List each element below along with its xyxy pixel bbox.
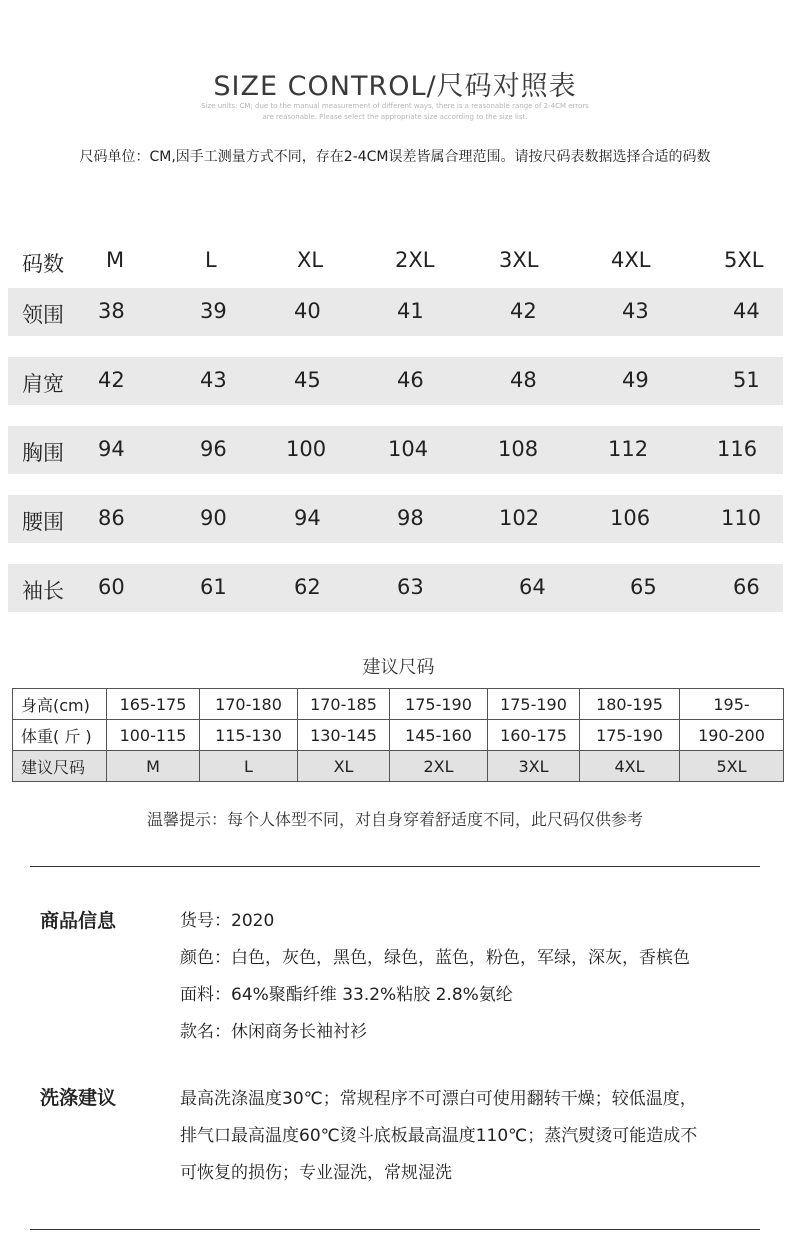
- size-cell: 49: [622, 368, 649, 392]
- size-cell: 45: [294, 368, 321, 392]
- size-cell: 44: [733, 299, 760, 323]
- product-info-line: 货号：2020: [180, 911, 275, 931]
- table-cell: 115-130: [200, 720, 298, 751]
- size-cell: 43: [200, 368, 227, 392]
- table-cell: 145-160: [390, 720, 488, 751]
- size-cell: 43: [622, 299, 649, 323]
- subtitle-line: Size units: CM; due to the manual measurement of different ways, there is a reasonable range of 2-4CM errors: [201, 102, 589, 110]
- table-cell: 2XL: [390, 751, 488, 782]
- size-cell: 62: [294, 575, 321, 599]
- size-cell: 41: [397, 299, 424, 323]
- size-tip: 温馨提示：每个人体型不同，对自身穿着舒适度不同，此尺码仅供参考: [146, 810, 643, 829]
- product-info-line: 款名：休闲商务长袖衬衫: [180, 1022, 367, 1042]
- size-cell: 86: [98, 506, 125, 530]
- size-cell: 65: [630, 575, 657, 599]
- size-cell: 46: [397, 368, 424, 392]
- table-row-label: 建议尺码: [13, 751, 107, 782]
- size-row-label: 腰围: [22, 510, 64, 534]
- table-cell: 4XL: [580, 751, 680, 782]
- size-cell: 60: [98, 575, 125, 599]
- size-row-shoulder: [8, 357, 783, 405]
- size-header-cell: L: [205, 248, 217, 272]
- size-row-chest: [8, 426, 783, 474]
- product-info-line: 面料：64%聚酯纤维 33.2%粘胶 2.8%氨纶: [180, 985, 513, 1005]
- unit-note: 尺码单位：CM,因手工测量方式不同，存在2-4CM误差皆属合理范围。请按尺码表数据选择合适的码数: [79, 149, 711, 165]
- table-cell: 130-145: [298, 720, 390, 751]
- size-cell: 42: [98, 368, 125, 392]
- page-subtitle: [0, 101, 790, 123]
- table-row-label: 身高(cm): [13, 689, 107, 720]
- size-header-cell: 4XL: [611, 248, 651, 272]
- size-header-cell: 2XL: [395, 248, 435, 272]
- size-cell: 116: [717, 437, 758, 461]
- divider: [30, 1229, 760, 1230]
- product-info-heading: 商品信息: [40, 910, 117, 932]
- size-cell: 48: [510, 368, 537, 392]
- table-cell: XL: [298, 751, 390, 782]
- size-row-label: 肩宽: [22, 372, 64, 396]
- table-row-label: 体重( 斤 ): [13, 720, 107, 751]
- subtitle-line: are reasonable. Please select the appropriate size according to the size list.: [262, 113, 528, 121]
- size-cell: 102: [499, 506, 540, 530]
- table-cell: 195-: [680, 689, 784, 720]
- divider: [30, 866, 760, 867]
- page-title: SIZE CONTROL/尺码对照表: [213, 71, 577, 102]
- table-cell: L: [200, 751, 298, 782]
- size-header-cell: XL: [297, 248, 324, 272]
- table-row: [13, 751, 784, 782]
- size-header-cell: 3XL: [499, 248, 539, 272]
- table-cell: 160-175: [488, 720, 580, 751]
- size-cell: 106: [610, 506, 651, 530]
- size-row-label: 领围: [22, 303, 64, 327]
- table-cell: 170-180: [200, 689, 298, 720]
- size-cell: 39: [200, 299, 227, 323]
- table-cell: 5XL: [680, 751, 784, 782]
- size-row-label: 袖长: [22, 579, 64, 603]
- size-cell: 110: [721, 506, 762, 530]
- size-header-row: [8, 238, 783, 286]
- wash-heading: 洗涤建议: [40, 1087, 117, 1109]
- table-cell: 3XL: [488, 751, 580, 782]
- table-cell: M: [107, 751, 200, 782]
- table-cell: 165-175: [107, 689, 200, 720]
- size-cell: 94: [98, 437, 125, 461]
- wash-line: 排气口最高温度60℃烫斗底板最高温度110℃；蒸汽熨烫可能造成不: [180, 1126, 698, 1146]
- product-info-line: 颜色：白色，灰色，黑色，绿色，蓝色，粉色，军绿，深灰，香槟色: [180, 948, 690, 968]
- table-row: [13, 689, 784, 720]
- table-cell: 175-190: [390, 689, 488, 720]
- size-cell: 40: [294, 299, 321, 323]
- size-cell: 100: [286, 437, 327, 461]
- size-row-label: 胸围: [22, 441, 64, 465]
- size-cell: 64: [519, 575, 546, 599]
- size-row-sleeve: [8, 564, 783, 612]
- size-cell: 98: [397, 506, 424, 530]
- size-cell: 38: [98, 299, 125, 323]
- size-cell: 42: [510, 299, 537, 323]
- size-cell: 90: [200, 506, 227, 530]
- size-cell: 112: [608, 437, 649, 461]
- size-cell: 96: [200, 437, 227, 461]
- size-header-cell: 5XL: [724, 248, 764, 272]
- wash-line: 最高洗涤温度30℃；常规程序不可漂白可使用翻转干燥；较低温度，: [180, 1089, 697, 1109]
- size-header-cell: M: [106, 248, 125, 272]
- table-row: [13, 720, 784, 751]
- recommend-title: 建议尺码: [362, 657, 435, 678]
- wash-line: 可恢复的损伤；专业湿洗，常规湿洗: [180, 1163, 452, 1183]
- table-cell: 170-185: [298, 689, 390, 720]
- table-cell: 190-200: [680, 720, 784, 751]
- size-cell: 108: [498, 437, 539, 461]
- size-row-waist: [8, 495, 783, 543]
- size-cell: 51: [733, 368, 760, 392]
- table-cell: 100-115: [107, 720, 200, 751]
- size-cell: 104: [388, 437, 429, 461]
- size-row-neck: [8, 288, 783, 336]
- recommend-size-table: [12, 688, 784, 782]
- size-cell: 63: [397, 575, 424, 599]
- size-header-label: 码数: [22, 252, 64, 276]
- size-cell: 66: [733, 575, 760, 599]
- table-cell: 180-195: [580, 689, 680, 720]
- size-cell: 61: [200, 575, 227, 599]
- table-cell: 175-190: [580, 720, 680, 751]
- table-cell: 175-190: [488, 689, 580, 720]
- size-cell: 94: [294, 506, 321, 530]
